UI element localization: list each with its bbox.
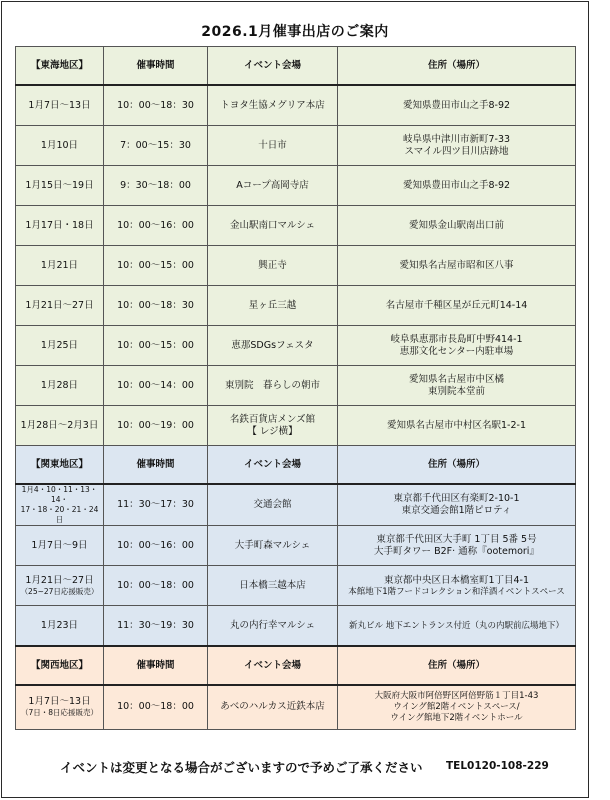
table-row bbox=[16, 566, 576, 606]
region-label: 【関東地区】 bbox=[16, 446, 104, 485]
region-label: 【関西地区】 bbox=[16, 646, 104, 685]
date-cell: 1月17日・18日 bbox=[16, 206, 104, 246]
phone-number: TEL0120-108-229 bbox=[446, 760, 549, 772]
address-line: 岐阜県中津川市新町7-33 bbox=[402, 133, 511, 145]
date-cell: 1月7日～13日 bbox=[16, 85, 104, 126]
date-line: （7日・8日応援販売） bbox=[20, 708, 99, 718]
address-line: 東京都千代田区有楽町2-10-1 bbox=[393, 493, 520, 504]
time-cell: 11：30～17：30 bbox=[104, 484, 208, 526]
address-line: 愛知県名古屋市中村区名駅1-2-1 bbox=[387, 419, 526, 431]
venue-cell: 大手町森マルシェ bbox=[208, 526, 338, 566]
page-title: 2026.1月催事出店のご案内 bbox=[201, 24, 389, 40]
date-cell: 1月7日～9日 bbox=[16, 526, 104, 566]
time-cell: 10：00～15：00 bbox=[104, 326, 208, 366]
table-row bbox=[16, 326, 576, 366]
time-cell: 10：00～16：00 bbox=[104, 526, 208, 566]
address-line: 東京交通会館1階ピロティ bbox=[401, 505, 512, 516]
date-cell: 1月21日 bbox=[16, 246, 104, 286]
time-cell: 11：30～19：30 bbox=[104, 606, 208, 647]
venue-cell: 東別院 暮らしの朝市 bbox=[208, 366, 338, 406]
address-line: 愛知県豊田市山之手8-92 bbox=[402, 99, 511, 111]
address-line: 大阪府大阪市阿倍野区阿倍野筋１丁目1-43 bbox=[374, 690, 539, 701]
region-label: 【東海地区】 bbox=[16, 47, 104, 86]
address-cell bbox=[338, 484, 576, 526]
address-cell bbox=[338, 526, 576, 566]
table-row bbox=[16, 286, 576, 326]
time-cell: 10：00～18：00 bbox=[104, 685, 208, 729]
time-cell: 9：30～18：00 bbox=[104, 166, 208, 206]
venue-cell: Aコープ高岡寺店 bbox=[208, 166, 338, 206]
date-cell bbox=[16, 566, 104, 606]
table-row bbox=[16, 126, 576, 166]
date-cell: 1月28日～2月3日 bbox=[16, 406, 104, 446]
table-row bbox=[16, 484, 576, 526]
address-line: 本館地下1階フードコレクション和洋酒イベントスペース bbox=[348, 586, 565, 597]
section-tokai bbox=[16, 47, 576, 446]
address-line: 大手町タワー B2F· 通称『ootemori』 bbox=[374, 545, 539, 557]
date-line: 1月21日～27日 bbox=[25, 574, 94, 586]
address-header: 住所（場所） bbox=[338, 446, 576, 485]
time-cell: 10：00～18：30 bbox=[104, 85, 208, 126]
time-header: 催事時間 bbox=[104, 47, 208, 86]
date-cell: 1月28日 bbox=[16, 366, 104, 406]
section-kansai bbox=[16, 646, 576, 729]
address-cell bbox=[338, 126, 576, 166]
address-cell bbox=[338, 685, 576, 729]
address-line: 岐阜県恵那市長島町中野414-1 bbox=[390, 333, 523, 345]
time-cell: 10：00～18：30 bbox=[104, 286, 208, 326]
venue-header: イベント会場 bbox=[208, 47, 338, 86]
section-header bbox=[16, 446, 576, 485]
time-cell: 10：00～14：00 bbox=[104, 366, 208, 406]
address-line: ウイング館地下2階イベントホール bbox=[390, 712, 523, 723]
section-header bbox=[16, 646, 576, 685]
address-cell bbox=[338, 85, 576, 126]
date-line: 1月4・10・11・13・14・ bbox=[21, 485, 98, 504]
address-line: 恵那文化センター内駐車場 bbox=[399, 345, 514, 357]
address-line: ウイング館2階イベントスペース/ bbox=[393, 701, 520, 712]
schedule-table bbox=[15, 46, 576, 730]
address-cell bbox=[338, 406, 576, 446]
section-kanto bbox=[16, 446, 576, 647]
date-cell: 1月15日～19日 bbox=[16, 166, 104, 206]
address-line: 新丸ビル 地下エントランス付近（丸の内駅前広場地下） bbox=[349, 620, 564, 631]
time-cell: 10：00～19：00 bbox=[104, 406, 208, 446]
address-cell bbox=[338, 286, 576, 326]
table-row bbox=[16, 246, 576, 286]
table-row bbox=[16, 166, 576, 206]
date-cell: 1月21日～27日 bbox=[16, 286, 104, 326]
venue-cell: 星ヶ丘三越 bbox=[208, 286, 338, 326]
address-cell bbox=[338, 166, 576, 206]
venue-cell: 金山駅南口マルシェ bbox=[208, 206, 338, 246]
venue-cell: 恵那SDGsフェスタ bbox=[208, 326, 338, 366]
time-cell: 10：00～18：00 bbox=[104, 566, 208, 606]
table-row bbox=[16, 85, 576, 126]
section-header bbox=[16, 47, 576, 86]
venue-cell: 丸の内行幸マルシェ bbox=[208, 606, 338, 647]
address-header: 住所（場所） bbox=[338, 47, 576, 86]
address-line: 東京都中央区日本橋室町1丁目4-1 bbox=[383, 574, 530, 586]
venue-cell: 十日市 bbox=[208, 126, 338, 166]
address-line: 愛知県名古屋市中区橘 bbox=[408, 373, 504, 385]
address-line: 愛知県名古屋市昭和区八事 bbox=[399, 259, 514, 271]
address-cell bbox=[338, 326, 576, 366]
address-cell bbox=[338, 366, 576, 406]
table-row bbox=[16, 206, 576, 246]
date-line: 1月7日～13日 bbox=[28, 696, 91, 708]
venue-line: 【 レジ横】 bbox=[247, 425, 298, 437]
table-row bbox=[16, 526, 576, 566]
date-line: （25~27日応援販売） bbox=[20, 586, 99, 596]
time-cell: 10：00～15：00 bbox=[104, 246, 208, 286]
address-cell bbox=[338, 606, 576, 647]
address-line: 東京都千代田区大手町 1丁目 5番 5号 bbox=[376, 533, 537, 545]
venue-cell: トヨタ生協メグリア本店 bbox=[208, 85, 338, 126]
date-cell: 1月23日 bbox=[16, 606, 104, 647]
address-line: スマイル四ツ目川店跡地 bbox=[404, 145, 509, 157]
address-cell bbox=[338, 246, 576, 286]
address-cell bbox=[338, 566, 576, 606]
footer-notice: イベントは変更となる場合がございますので予めご了承ください bbox=[60, 760, 423, 775]
venue-header: イベント会場 bbox=[208, 446, 338, 485]
time-cell: 7：00～15：30 bbox=[104, 126, 208, 166]
venue-header: イベント会場 bbox=[208, 646, 338, 685]
time-header: 催事時間 bbox=[104, 646, 208, 685]
venue-cell: 交通会館 bbox=[208, 484, 338, 526]
table-row bbox=[16, 366, 576, 406]
table-row bbox=[16, 606, 576, 647]
address-line: 東別院本堂前 bbox=[427, 385, 485, 397]
time-header: 催事時間 bbox=[104, 446, 208, 485]
venue-line: 名鉄百貨店メンズ館 bbox=[229, 413, 316, 425]
address-header: 住所（場所） bbox=[338, 646, 576, 685]
table-row bbox=[16, 406, 576, 446]
date-cell: 1月10日 bbox=[16, 126, 104, 166]
time-cell: 10：00～16：00 bbox=[104, 206, 208, 246]
date-cell: 1月25日 bbox=[16, 326, 104, 366]
venue-cell: 日本橋三越本店 bbox=[208, 566, 338, 606]
venue-cell: 興正寺 bbox=[208, 246, 338, 286]
address-line: 愛知県豊田市山之手8-92 bbox=[402, 179, 511, 191]
address-line: 愛知県金山駅南出口前 bbox=[408, 219, 504, 231]
venue-cell bbox=[208, 406, 338, 446]
date-line: 17・18・20・21・24日 bbox=[20, 505, 99, 524]
date-cell bbox=[16, 484, 104, 526]
address-cell bbox=[338, 206, 576, 246]
table-row bbox=[16, 685, 576, 729]
date-cell bbox=[16, 685, 104, 729]
address-line: 名古屋市千種区星が丘元町14-14 bbox=[385, 299, 528, 311]
venue-cell: あべのハルカス近鉄本店 bbox=[208, 685, 338, 729]
